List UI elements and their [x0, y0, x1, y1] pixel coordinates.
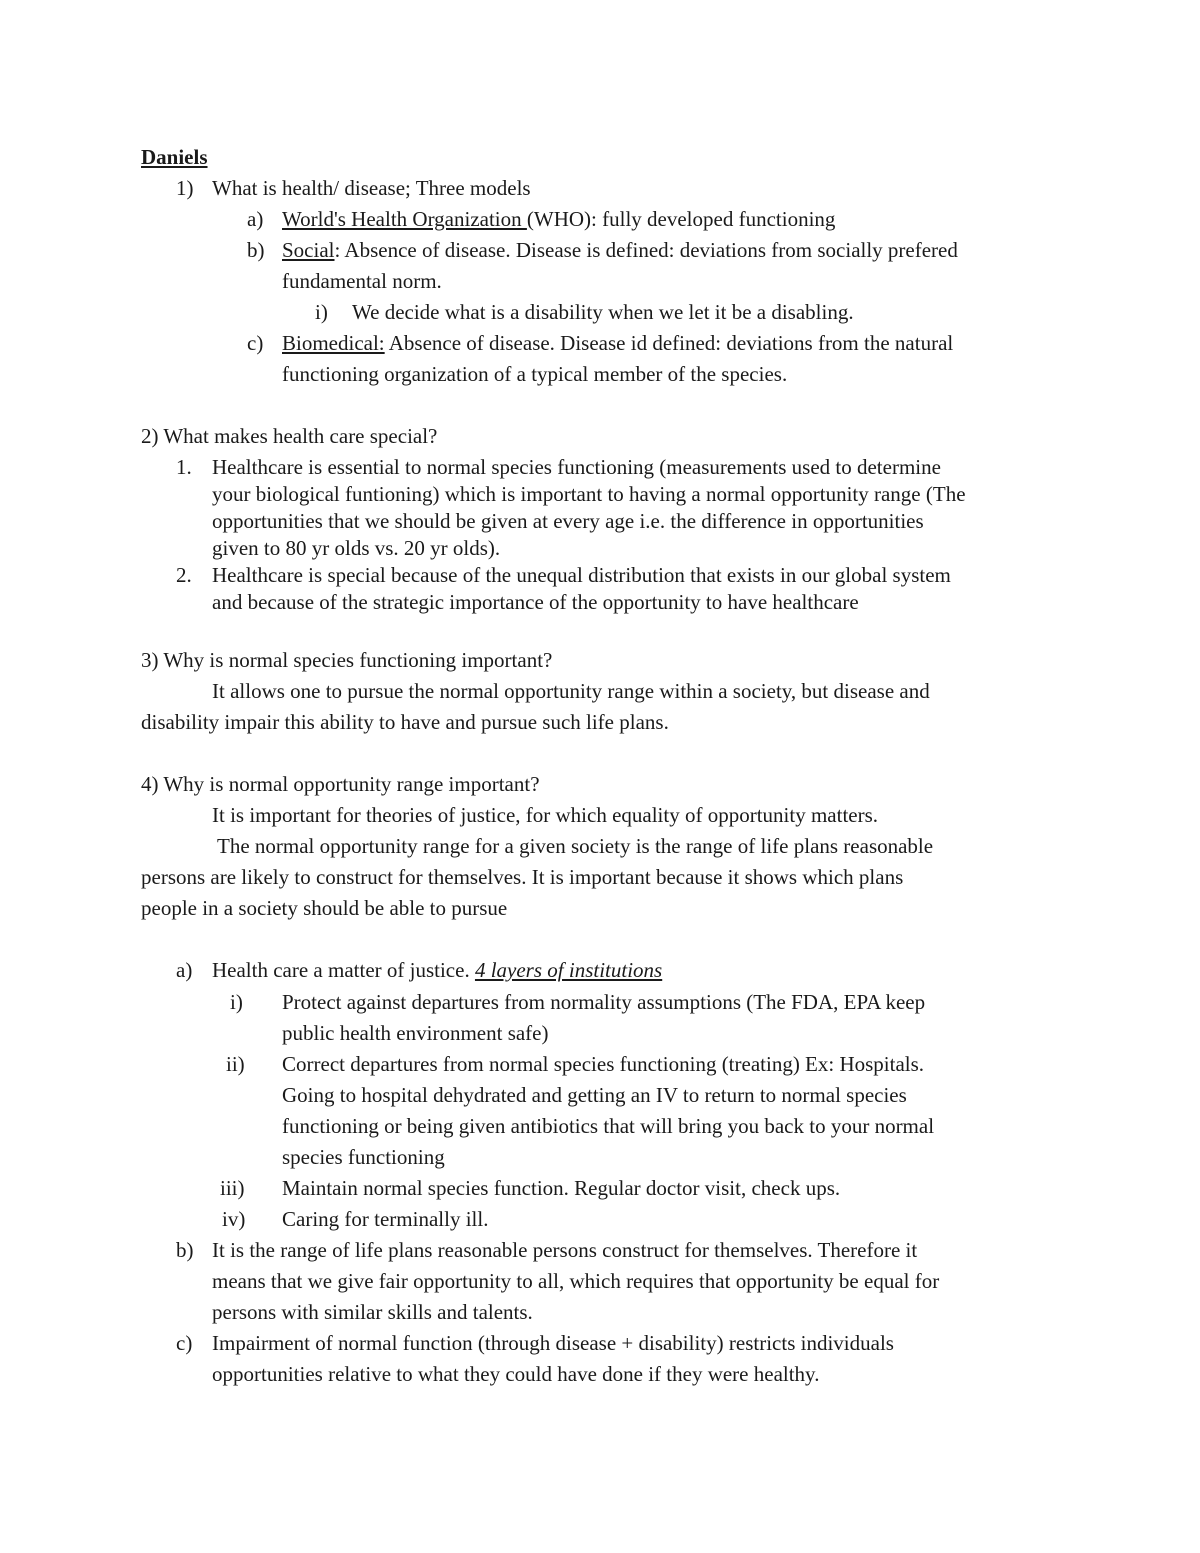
list-marker: iv) — [222, 1207, 246, 1231]
paragraph-line: It allows one to pursue the normal opportunity range within a society, but disease and — [212, 679, 930, 703]
list-item-line: functioning or being given antibiotics that will bring you back to your normal — [282, 1114, 935, 1138]
list-item: We decide what is a disability when we let it be a disabling. — [352, 300, 854, 324]
list-item-line: persons with similar skills and talents. — [212, 1300, 533, 1324]
biomedical-text: Absence of disease. Disease id defined: deviations from the natural — [384, 331, 954, 355]
list-item-line: opportunities that we should be given at every age i.e. the difference in opportunities — [212, 509, 924, 533]
justice-text: Health care a matter of justice. — [212, 958, 475, 982]
social-label: Social — [282, 238, 335, 262]
paragraph-line: The normal opportunity range for a given society is the range of life plans reasonable — [217, 834, 934, 858]
list-item-line: Caring for terminally ill. — [282, 1207, 489, 1231]
list-item-line: Going to hospital dehydrated and getting an IV to return to normal species — [282, 1083, 907, 1107]
list-marker: c) — [247, 331, 264, 355]
list-marker: 1) — [176, 176, 194, 200]
list-item-line: Correct departures from normal species functioning (treating) Ex: Hospitals. — [282, 1052, 925, 1076]
list-item-line: given to 80 yr olds vs. 20 yr olds). — [212, 536, 501, 560]
social-text-cont: fundamental norm. — [282, 269, 442, 293]
list-item — [282, 207, 835, 231]
list-marker: a) — [176, 958, 193, 982]
list-marker: ii) — [226, 1052, 245, 1076]
section-1-heading: What is health/ disease; Three models — [212, 176, 531, 200]
biomedical-label: Biomedical: — [282, 331, 385, 355]
list-item-line: species functioning — [282, 1145, 445, 1169]
document-title: Daniels — [141, 145, 208, 169]
list-marker: i) — [315, 300, 328, 324]
list-item-line: means that we give fair opportunity to all, which requires that opportunity be equal for — [212, 1269, 940, 1293]
list-item — [282, 331, 953, 355]
list-item-line: and because of the strategic importance of the opportunity to have healthcare — [212, 590, 859, 614]
list-item-line: Healthcare is special because of the unequal distribution that exists in our global system — [212, 563, 951, 587]
who-label: World's Health Organization — [282, 207, 527, 231]
list-marker: 2. — [176, 563, 192, 587]
list-marker: iii) — [220, 1176, 245, 1200]
list-item — [282, 238, 958, 262]
paragraph-line: disability impair this ability to have and pursue such life plans. — [141, 710, 669, 734]
list-item-line: public health environment safe) — [282, 1021, 549, 1045]
who-text: (WHO): fully developed functioning — [526, 207, 836, 231]
list-marker: i) — [230, 990, 243, 1014]
list-item-line: Healthcare is essential to normal species functioning (measurements used to determine — [212, 455, 941, 479]
list-marker: a) — [247, 207, 264, 231]
paragraph-line: people in a society should be able to pursue — [141, 896, 508, 920]
biomedical-text-cont: functioning organization of a typical member of the species. — [282, 362, 788, 386]
list-marker: 1. — [176, 455, 192, 479]
social-text: : Absence of disease. Disease is defined: deviations from socially prefered — [334, 238, 958, 262]
section-2-heading: 2) What makes health care special? — [141, 424, 438, 448]
list-marker: c) — [176, 1331, 193, 1355]
paragraph-line: It is important for theories of justice, for which equality of opportunity matters. — [212, 803, 879, 827]
list-item-line: opportunities relative to what they could have done if they were healthy. — [212, 1362, 820, 1386]
list-item-line: Protect against departures from normality assumptions (The FDA, EPA keep — [282, 990, 926, 1014]
list-item-line: It is the range of life plans reasonable persons construct for themselves. Therefore it — [212, 1238, 918, 1262]
section-4-heading: 4) Why is normal opportunity range important? — [141, 772, 540, 796]
layers-label: 4 layers of institutions — [474, 958, 663, 982]
list-item-line: Maintain normal species function. Regular doctor visit, check ups. — [282, 1176, 841, 1200]
list-marker: b) — [176, 1238, 194, 1262]
list-item-line: Impairment of normal function (through disease + disability) restricts individuals — [212, 1331, 894, 1355]
list-marker: b) — [247, 238, 265, 262]
paragraph-line: persons are likely to construct for themselves. It is important because it shows which plans — [141, 865, 904, 889]
list-item-line: your biological funtioning) which is important to having a normal opportunity range (The — [212, 482, 966, 506]
list-item — [212, 958, 662, 982]
section-3-heading: 3) Why is normal species functioning important? — [141, 648, 553, 672]
